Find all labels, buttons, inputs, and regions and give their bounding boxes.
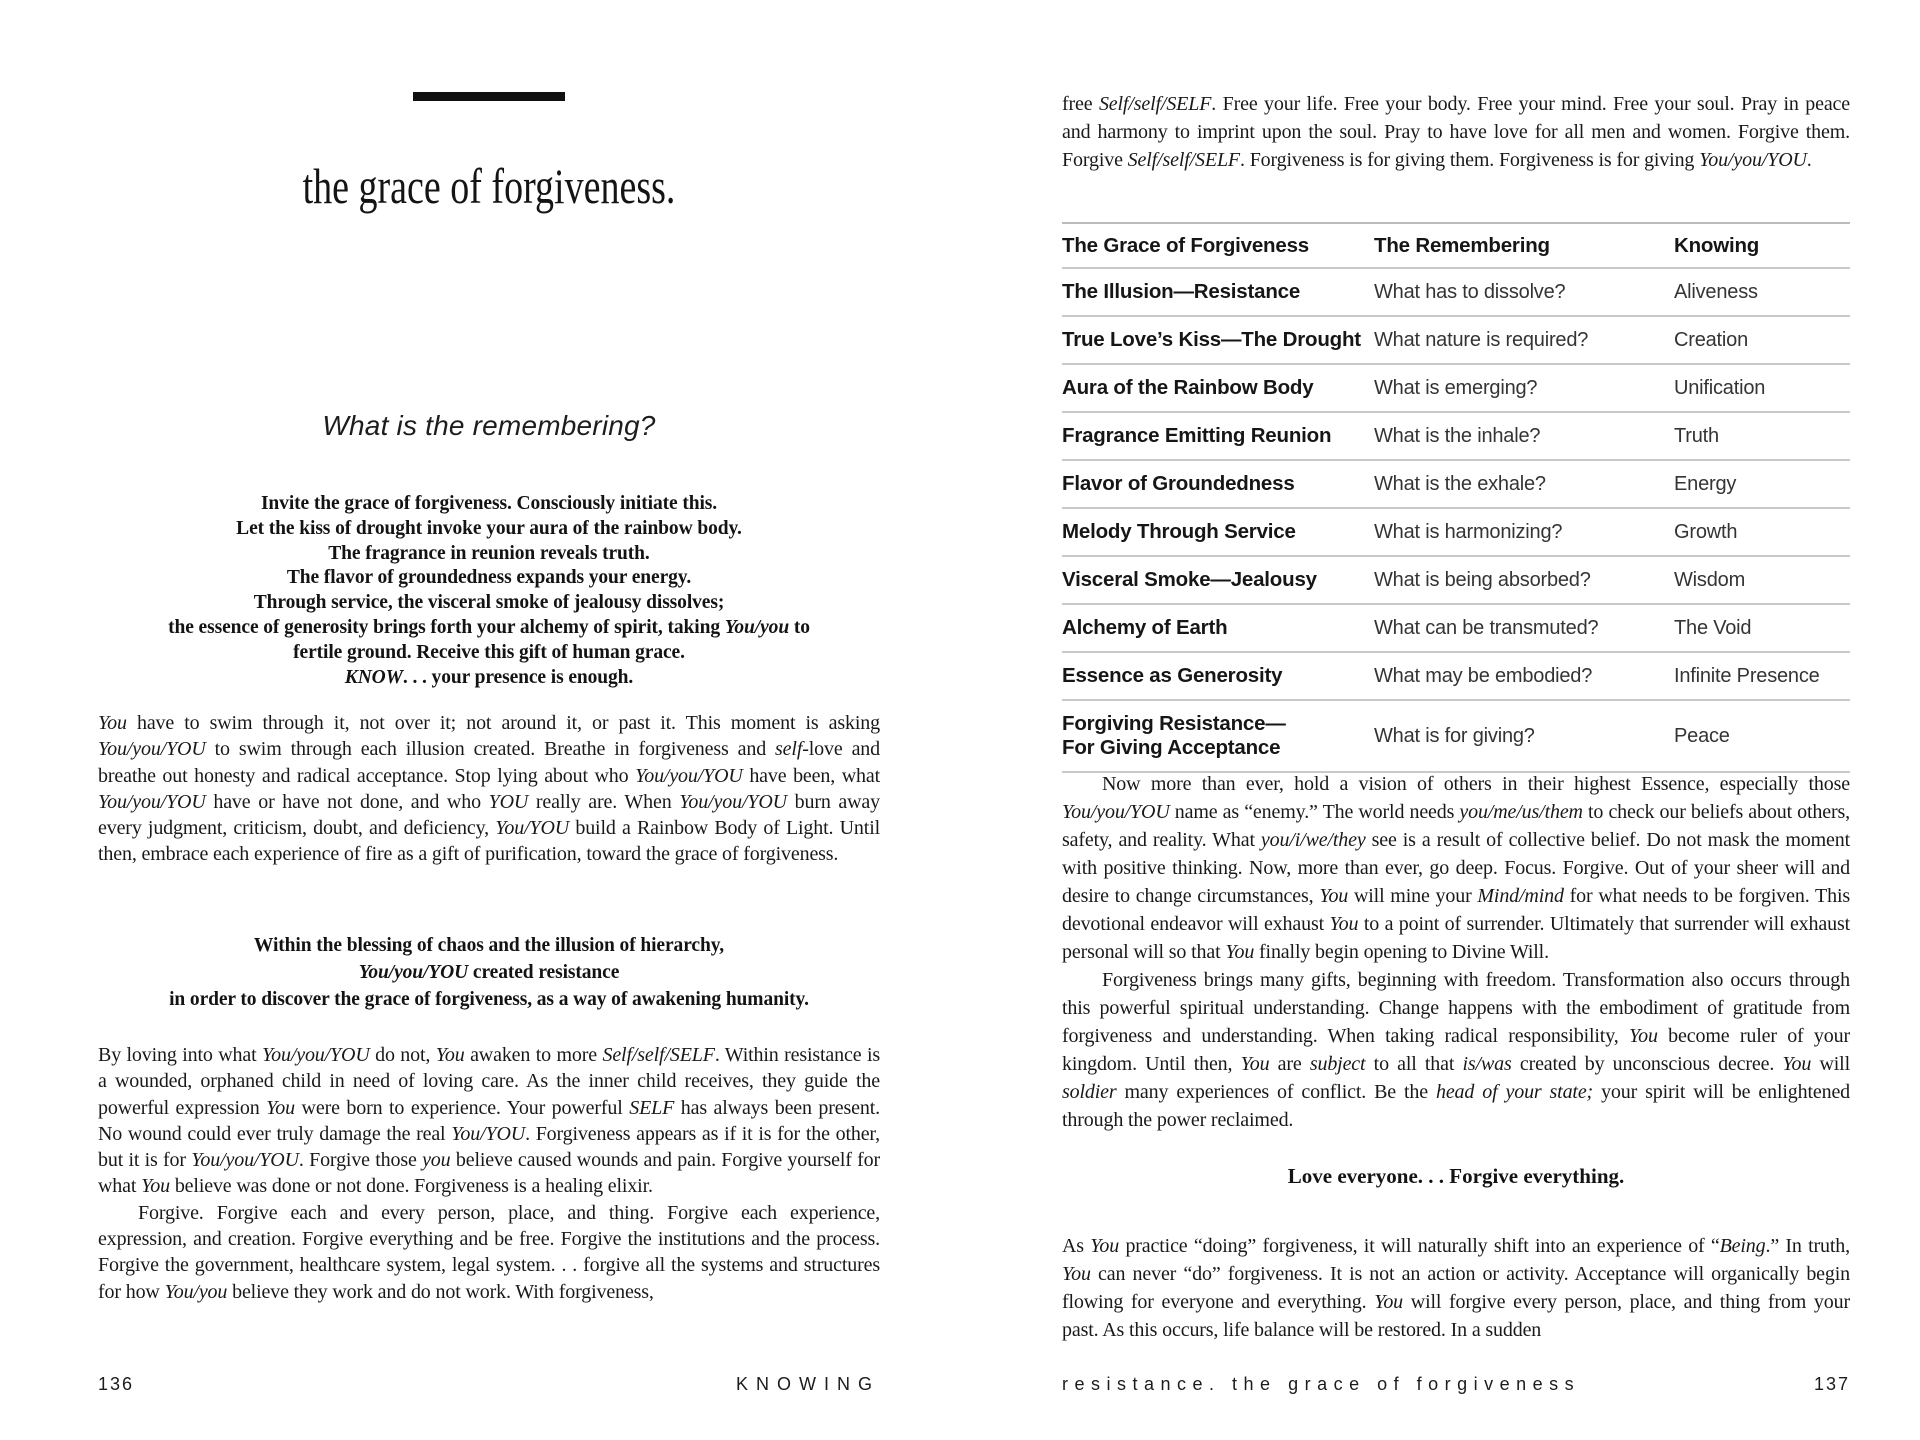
table-row: [1062, 316, 1850, 364]
aphorism-line: Love everyone. . . Forgive everything.: [1287, 1164, 1625, 1188]
emphasis-text: SELF: [629, 1096, 675, 1119]
table-cell: The Void: [1674, 604, 1850, 652]
paragraph-free: free Self/self/SELF. Free your life. Free your body. Free your mind. Free your soul. Pray in peace and harmony to imprint upon the soul. Pray to have love for all men and women. Forgive them. Forgive Self/self/SELF. Forgiveness is for giving them. Forgiveness is for giving You/you/YOU.: [1062, 93, 1850, 171]
emphasis-text: You: [1319, 885, 1349, 907]
table-cell: What is emerging?: [1374, 364, 1674, 412]
emphasis-text: You: [1374, 1291, 1404, 1313]
table-cell: Wisdom: [1674, 556, 1850, 604]
table-row: [1062, 556, 1850, 604]
table-cell: Truth: [1674, 412, 1850, 460]
chapter-title: the grace of forgiveness.: [302, 158, 676, 214]
table-cell: Visceral Smoke—Jealousy: [1062, 556, 1374, 604]
emphasis-text: You/you/YOU: [98, 790, 206, 813]
emphasis-text: You/you/YOU: [358, 962, 469, 983]
page-left: [98, 0, 880, 1440]
emphasis-text: KNOW: [344, 666, 403, 688]
table-cell: What is harmonizing?: [1374, 508, 1674, 556]
emphasis-text: You/you: [724, 616, 790, 638]
text-line: Within the blessing of chaos and the illusion of hierarchy,: [253, 935, 725, 956]
emphasis-text: Self/self/SELF: [1098, 93, 1212, 115]
table-cell: What is the inhale?: [1374, 412, 1674, 460]
emphasis-text: You: [266, 1096, 295, 1119]
page-number: 137: [1813, 1374, 1850, 1394]
forgiveness-table-wrap: [1062, 222, 1850, 773]
emphasis-text: You: [1090, 1235, 1120, 1257]
emphasis-text: You: [141, 1175, 170, 1198]
table-cell: Energy: [1674, 460, 1850, 508]
table-cell: Aliveness: [1674, 268, 1850, 316]
emphasis-text: You: [435, 1044, 465, 1066]
table-header-row: [1062, 223, 1850, 268]
emphasis-text: Self/self/SELF: [1127, 149, 1240, 171]
table-cell: What is for giving?: [1374, 700, 1674, 772]
table-row: [1062, 508, 1850, 556]
table-cell: What is being absorbed?: [1374, 556, 1674, 604]
text-line: KNOW. . . your presence is enough.: [344, 666, 634, 688]
page-right: [1062, 0, 1850, 1440]
table-cell: Creation: [1674, 316, 1850, 364]
body-text-flow: [1062, 770, 1850, 1134]
text-line: Invite the grace of forgiveness. Consciously initiate this.: [260, 493, 718, 514]
emphasis-text: subject: [1309, 1053, 1366, 1075]
paragraph-forgive-list: Forgive. Forgive each and every person, place, and thing. Forgive each experience, expression, and creation. Forgive everything and be free. Forgive the institutions and the process. Forgive the government, healthcare system, legal system. . . forgive all the systems and structures for how You/you believe they work and do not work. With forgiveness,: [98, 1201, 880, 1303]
table-cell: Forgiving Resistance— For Giving Acceptance: [1062, 700, 1374, 772]
table-header-cell: The Grace of Forgiveness: [1062, 223, 1374, 268]
emphasis-text: You/YOU: [451, 1122, 526, 1145]
table-cell: What can be transmuted?: [1374, 604, 1674, 652]
table-cell: Unification: [1674, 364, 1850, 412]
footer-left: [98, 1374, 880, 1395]
emphasis-text: You: [1225, 941, 1255, 963]
text-line: in order to discover the grace of forgiveness, as a way of awakening humanity.: [169, 989, 809, 1010]
table-cell: Fragrance Emitting Reunion: [1062, 412, 1374, 460]
table-cell: Flavor of Groundedness: [1062, 460, 1374, 508]
emphasis-text: YOU: [488, 790, 529, 813]
table-row: [1062, 412, 1850, 460]
table-cell: True Love’s Kiss—The Drought: [1062, 316, 1374, 364]
emphasis-text: you: [422, 1149, 451, 1172]
table-cell: Alchemy of Earth: [1062, 604, 1374, 652]
emphasis-text: You/YOU: [495, 817, 570, 840]
page-number: 136: [98, 1374, 135, 1394]
chapter-ornament-rule: [413, 92, 565, 101]
emphasis-text: Mind/mind: [1477, 885, 1564, 907]
emphasis-text: Being: [1719, 1235, 1766, 1257]
emphasis-text: You: [1628, 1025, 1658, 1047]
emphasis-text: You/you/YOU: [191, 1149, 299, 1172]
table-row: [1062, 700, 1850, 772]
table-cell: The Illusion—Resistance: [1062, 268, 1374, 316]
table-cell: What is the exhale?: [1374, 460, 1674, 508]
emphasis-text: you/i/we/they: [1260, 829, 1366, 851]
forgiveness-table: [1062, 222, 1850, 773]
table-cell: What nature is required?: [1374, 316, 1674, 364]
table-cell: What has to dissolve?: [1374, 268, 1674, 316]
text-line: the essence of generosity brings forth your alchemy of spirit, taking You/you to: [168, 616, 810, 638]
text-line: You/you/YOU created resistance: [358, 962, 620, 983]
running-head: KNOWING: [736, 1374, 880, 1394]
paragraph-swim: You have to swim through it, not over it; not around it, or past it. This moment is asking You/you/YOU to swim through each illusion created. Breathe in forgiveness and self-love and breathe out honesty and radical acceptance. Stop lying about who You/you/YOU have been, what You/you/YOU have or have not done, and who YOU really are. When You/you/YOU burn away every judgment, criticism, doubt, and deficiency, You/YOU build a Rainbow Body of Light. Until then, embrace each experience of fire as a gift of purification, toward the grace of forgiveness.: [98, 712, 881, 866]
text-line: fertile ground. Receive this gift of human grace.: [293, 641, 685, 663]
emphasis-text: You/you: [164, 1280, 228, 1303]
table-cell: Aura of the Rainbow Body: [1062, 364, 1374, 412]
table-row: [1062, 364, 1850, 412]
table-cell: What may be embodied?: [1374, 652, 1674, 700]
paragraph-vision: Now more than ever, hold a vision of others in their highest Essence, especially those You/you/YOU name as “enemy.” The world needs you/me/us/them to check our beliefs about others, safety, and reality. What you/i/we/they see is a result of collective belief. Do not mask the moment with positive thinking. Now, more than ever, go deep. Focus. Forgive. Out of your sheer will and desire to change circumstances, You will mine your Mind/mind for what needs to be forgiven. This devotional endeavor will exhaust You to a point of surrender. Ultimately that surrender will exhaust personal will so that You finally begin opening to Divine Will.: [1062, 773, 1850, 963]
blessing-block: [98, 932, 880, 1013]
table-cell: Essence as Generosity: [1062, 652, 1374, 700]
paragraph-being: As You practice “doing” forgiveness, it will naturally shift into an experience of “Being.” In truth, You can never “do” forgiveness. It is not an action or activity. Acceptance will organically begin flowing for everyone and everything. You will forgive every person, place, and thing from your past. As this occurs, life balance will be restored. In a sudden: [1062, 1235, 1850, 1341]
emphasis-text: you/me/us/them: [1459, 801, 1583, 823]
text-line: The flavor of groundedness expands your energy.: [286, 567, 692, 589]
emphasis-text: You: [1782, 1053, 1812, 1075]
text-line: The fragrance in reunion reveals truth.: [328, 542, 650, 564]
emphasis-text: You: [1240, 1053, 1270, 1075]
emphasis-text: You: [1062, 1263, 1091, 1285]
text-line: Through service, the visceral smoke of jealousy dissolves;: [253, 592, 725, 614]
body-text-flow: [98, 1042, 880, 1305]
table-row: [1062, 604, 1850, 652]
emphasis-text: is/was: [1462, 1053, 1512, 1075]
footer-right: [1062, 1374, 1850, 1395]
running-foot: resistance. the grace of forgiveness: [1062, 1374, 1581, 1394]
emphasis-text: You: [98, 712, 127, 734]
emphasis-text: soldier: [1062, 1081, 1117, 1103]
emphasis-text: You/you/YOU: [1699, 149, 1807, 171]
emphasis-text: self: [775, 738, 803, 761]
emphasis-text: You/you/YOU: [98, 738, 206, 761]
emphasis-text: head of your state;: [1435, 1081, 1594, 1103]
table-row: [1062, 652, 1850, 700]
emphasis-text: You/you/YOU: [679, 790, 787, 813]
table-row: [1062, 268, 1850, 316]
emphasis-text: You/you/YOU: [261, 1044, 370, 1066]
emphasis-text: You/you/YOU: [635, 764, 743, 787]
text-line: Let the kiss of drought invoke your aura of the rainbow body.: [236, 517, 742, 539]
paragraph-gifts: Forgiveness brings many gifts, beginning with freedom. Transformation also occurs through this powerful spiritual understanding. Change happens with the embodiment of gratitude from forgiveness and understanding. When taking radical responsibility, You become ruler of your kingdom. Until then, You are subject to all that is/was created by unconscious decree. You will soldier many experiences of conflict. Be the head of your state; your spirit will be enlightened through the power reclaimed.: [1062, 969, 1851, 1131]
emphasis-text: You: [1329, 913, 1359, 935]
emphasis-text: Self/self/SELF: [602, 1044, 715, 1066]
table-header-cell: Knowing: [1674, 223, 1850, 268]
table-cell: Melody Through Service: [1062, 508, 1374, 556]
remembering-question: What is the remembering?: [322, 410, 656, 441]
invocation-block: [98, 492, 880, 690]
table-cell: Peace: [1674, 700, 1850, 772]
paragraph-loving: By loving into what You/you/YOU do not, You awaken to more Self/self/SELF. Within resistance is a wounded, orphaned child in need of loving care. As the inner child receives, they guide the powerful expression You were born to experience. Your powerful SELF has always been present. No wound could ever truly damage the real You/YOU. Forgiveness appears as if it is for the other, but it is for You/you/YOU. Forgive those you believe caused wounds and pain. Forgive yourself for what You believe was done or not done. Forgiveness is a healing elixir.: [98, 1044, 880, 1198]
table-row: [1062, 460, 1850, 508]
table-header-cell: The Remembering: [1374, 223, 1674, 268]
table-cell: Growth: [1674, 508, 1850, 556]
emphasis-text: You/you/YOU: [1062, 801, 1170, 823]
table-cell: Infinite Presence: [1674, 652, 1850, 700]
